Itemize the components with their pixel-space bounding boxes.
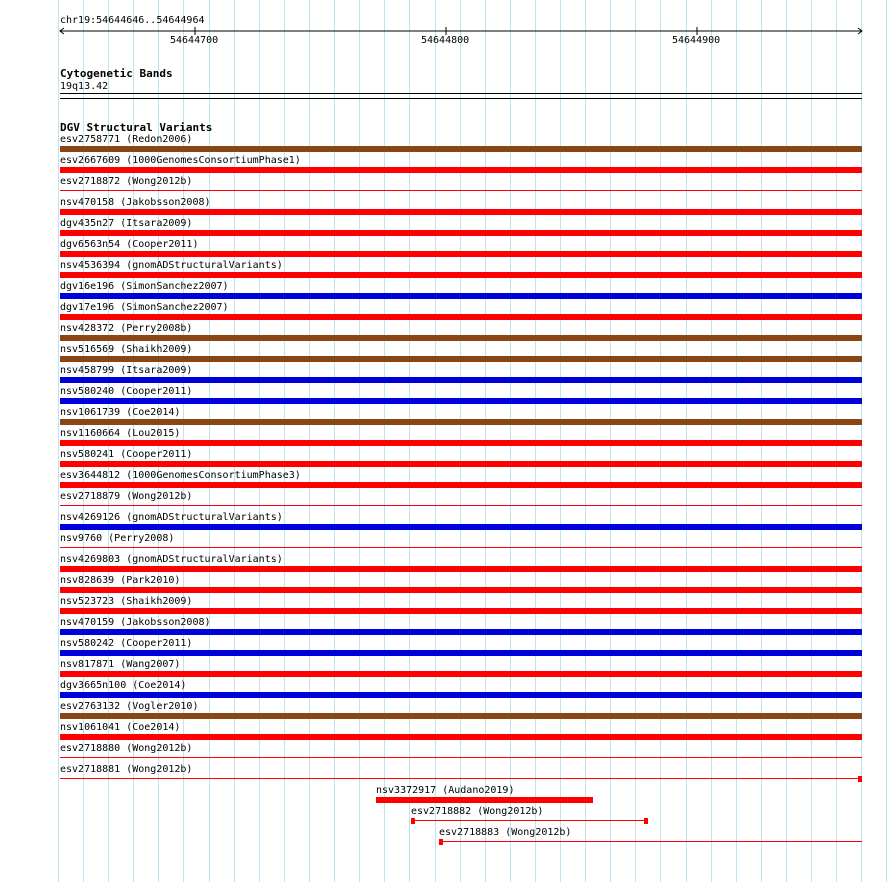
feature-label[interactable]: esv2667609 (1000GenomesConsortiumPhase1) bbox=[60, 155, 301, 166]
feature-label[interactable]: nsv828639 (Park2010) bbox=[60, 575, 181, 586]
feature-bar[interactable] bbox=[60, 566, 862, 572]
feature-bar[interactable] bbox=[60, 692, 862, 698]
feature-label[interactable]: esv3644812 (1000GenomesConsortiumPhase3) bbox=[60, 470, 301, 481]
feature-label[interactable]: dgv6563n54 (Cooper2011) bbox=[60, 239, 199, 250]
feature-label[interactable]: esv2718879 (Wong2012b) bbox=[60, 491, 193, 502]
ruler-tick-label: 54644900 bbox=[672, 35, 721, 46]
feature-startcap bbox=[439, 839, 443, 845]
feature-bar[interactable] bbox=[60, 482, 862, 488]
feature-bar[interactable] bbox=[60, 293, 862, 299]
feature-label[interactable]: nsv580241 (Cooper2011) bbox=[60, 449, 193, 460]
feature-label[interactable]: nsv1061739 (Coe2014) bbox=[60, 407, 181, 418]
location-label: chr19:54644646..54644964 bbox=[60, 15, 205, 26]
feature-bar[interactable] bbox=[60, 440, 862, 446]
feature-bar[interactable] bbox=[60, 650, 862, 656]
cytoband-label[interactable]: 19q13.42 bbox=[60, 81, 109, 92]
cytoband-line bbox=[60, 98, 862, 99]
feature-endcap bbox=[644, 818, 648, 824]
feature-label[interactable]: nsv4269803 (gnomADStructuralVariants) bbox=[60, 554, 283, 565]
feature-bar[interactable] bbox=[60, 251, 862, 257]
feature-line[interactable] bbox=[60, 778, 862, 779]
feature-bar[interactable] bbox=[60, 524, 862, 530]
ruler-tick-label: 54644700 bbox=[170, 35, 219, 46]
ruler-tick-label: 54644800 bbox=[421, 35, 470, 46]
feature-label[interactable]: nsv817871 (Wang2007) bbox=[60, 659, 181, 670]
feature-bar[interactable] bbox=[60, 461, 862, 467]
feature-label[interactable]: dgv3665n100 (Coe2014) bbox=[60, 680, 187, 691]
feature-label[interactable]: dgv16e196 (SimonSanchez2007) bbox=[60, 281, 229, 292]
feature-label[interactable]: esv2718882 (Wong2012b) bbox=[411, 806, 544, 817]
feature-line[interactable] bbox=[60, 757, 862, 758]
feature-label[interactable]: nsv1061041 (Coe2014) bbox=[60, 722, 181, 733]
feature-endcap bbox=[858, 776, 862, 782]
feature-bar[interactable] bbox=[60, 167, 862, 173]
feature-line[interactable] bbox=[60, 505, 862, 506]
feature-bar[interactable] bbox=[60, 713, 862, 719]
feature-label[interactable]: nsv4269126 (gnomADStructuralVariants) bbox=[60, 512, 283, 523]
feature-label[interactable]: esv2718881 (Wong2012b) bbox=[60, 764, 193, 775]
feature-label[interactable]: esv2718880 (Wong2012b) bbox=[60, 743, 193, 754]
track-title[interactable]: DGV Structural Variants bbox=[60, 121, 213, 134]
feature-bar[interactable] bbox=[60, 356, 862, 362]
feature-bar[interactable] bbox=[60, 314, 862, 320]
feature-label[interactable]: nsv3372917 (Audano2019) bbox=[376, 785, 515, 796]
feature-label[interactable]: nsv458799 (Itsara2009) bbox=[60, 365, 193, 376]
cytoband-line bbox=[60, 93, 862, 94]
feature-bar[interactable] bbox=[60, 146, 862, 152]
feature-bar[interactable] bbox=[60, 335, 862, 341]
feature-label[interactable]: dgv435n27 (Itsara2009) bbox=[60, 218, 193, 229]
feature-bar[interactable] bbox=[60, 671, 862, 677]
feature-bar[interactable] bbox=[60, 398, 862, 404]
feature-bar[interactable] bbox=[60, 272, 862, 278]
feature-label[interactable]: dgv17e196 (SimonSanchez2007) bbox=[60, 302, 229, 313]
feature-label[interactable]: nsv580242 (Cooper2011) bbox=[60, 638, 193, 649]
feature-label[interactable]: nsv428372 (Perry2008b) bbox=[60, 323, 193, 334]
feature-label[interactable]: nsv9760 (Perry2008) bbox=[60, 533, 175, 544]
feature-line[interactable] bbox=[60, 547, 862, 548]
track-title[interactable]: Cytogenetic Bands bbox=[60, 67, 173, 80]
feature-label[interactable]: esv2763132 (Vogler2010) bbox=[60, 701, 199, 712]
feature-bar[interactable] bbox=[60, 587, 862, 593]
feature-bar[interactable] bbox=[60, 230, 862, 236]
feature-bar[interactable] bbox=[60, 629, 862, 635]
feature-bar[interactable] bbox=[60, 734, 862, 740]
feature-label[interactable]: nsv523723 (Shaikh2009) bbox=[60, 596, 193, 607]
feature-label[interactable]: nsv580240 (Cooper2011) bbox=[60, 386, 193, 397]
feature-bar[interactable] bbox=[60, 209, 862, 215]
feature-line[interactable] bbox=[60, 190, 862, 191]
feature-label[interactable]: nsv470158 (Jakobsson2008) bbox=[60, 197, 211, 208]
feature-bar[interactable] bbox=[376, 797, 593, 803]
feature-startcap bbox=[411, 818, 415, 824]
feature-bar[interactable] bbox=[60, 377, 862, 383]
feature-label[interactable]: esv2758771 (Redon2006) bbox=[60, 134, 193, 145]
feature-label[interactable]: esv2718872 (Wong2012b) bbox=[60, 176, 193, 187]
feature-label[interactable]: nsv1160664 (Lou2015) bbox=[60, 428, 181, 439]
feature-label[interactable]: esv2718883 (Wong2012b) bbox=[439, 827, 572, 838]
feature-bar[interactable] bbox=[60, 419, 862, 425]
feature-label[interactable]: nsv516569 (Shaikh2009) bbox=[60, 344, 193, 355]
feature-label[interactable]: nsv470159 (Jakobsson2008) bbox=[60, 617, 211, 628]
feature-bar[interactable] bbox=[60, 608, 862, 614]
feature-line[interactable] bbox=[411, 820, 648, 821]
feature-line[interactable] bbox=[439, 841, 862, 842]
feature-label[interactable]: nsv4536394 (gnomADStructuralVariants) bbox=[60, 260, 283, 271]
